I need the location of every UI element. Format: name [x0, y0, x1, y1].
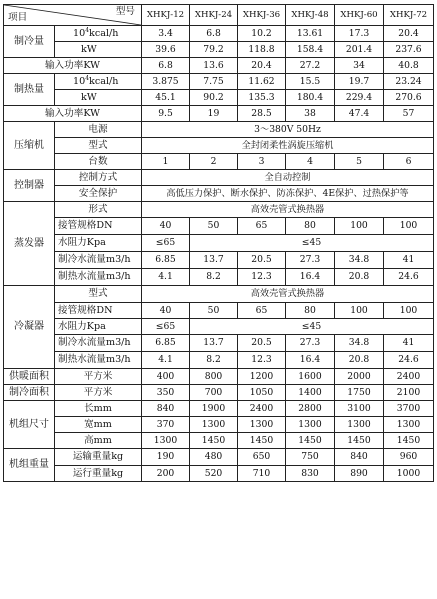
- shipping-weight-value: 650: [238, 449, 286, 466]
- condenser-pipe-row: [4, 303, 434, 319]
- heating-kw-value: 90.2: [190, 90, 238, 106]
- pipe-spec-value: 80: [286, 218, 335, 235]
- evaporator-resist-row: [4, 235, 434, 252]
- cooling-kw-value: 79.2: [190, 42, 238, 58]
- water-resistance-first: ≤65: [142, 319, 190, 335]
- compressor-count-value: 5: [335, 154, 384, 170]
- model-header: XHKJ-60: [335, 5, 384, 26]
- heating-flow-value: 8.2: [190, 352, 238, 369]
- dimension-height-value: 1450: [286, 433, 335, 449]
- cooling-kcal-value: 3.4: [142, 26, 190, 42]
- area-value: 800: [190, 369, 238, 385]
- compressor-count-value: 3: [238, 154, 286, 170]
- compressor-count-label: 台数: [55, 154, 142, 170]
- control-mode-value: 全自动控制: [142, 170, 434, 186]
- compressor-count-row: [4, 154, 434, 170]
- pipe-spec-value: 40: [142, 218, 190, 235]
- form-value: 高效壳管式换热器: [142, 202, 434, 218]
- area-value: 2400: [384, 369, 434, 385]
- dimension-width-value: 1300: [238, 417, 286, 433]
- unit-kcal-per-hour: [55, 26, 142, 42]
- cooling-flow-value: 13.7: [190, 335, 238, 352]
- power-value: 3～380V 50Hz: [142, 122, 434, 138]
- dimension-length-value: 3700: [384, 401, 434, 417]
- condenser-cool-flow-row: [4, 335, 434, 352]
- dimension-height-value: 1300: [142, 433, 190, 449]
- pipe-spec-value: 50: [190, 218, 238, 235]
- water-resistance-label: 水阻力Kpa: [55, 235, 142, 252]
- cooling-kw-value: 118.8: [238, 42, 286, 58]
- heating-input-value: 38: [286, 106, 335, 122]
- area-value: 1200: [238, 369, 286, 385]
- dimension-width-value: 1300: [384, 417, 434, 433]
- cooling-input-value: 27.2: [286, 58, 335, 74]
- heating-input-power-label: 输入功率KW: [4, 106, 142, 122]
- dimension-length-value: 1900: [190, 401, 238, 417]
- operating-weight-value: 200: [142, 466, 190, 482]
- model-header: XHKJ-72: [384, 5, 434, 26]
- unit-suffix: kcal/h: [89, 28, 119, 40]
- cooling-flow-value: 41: [384, 252, 434, 269]
- cooling-kcal-value: 6.8: [190, 26, 238, 42]
- heating-input-value: 47.4: [335, 106, 384, 122]
- cooling-area-row: [4, 385, 434, 401]
- model-header: XHKJ-12: [142, 5, 190, 26]
- compressor-count-value: 4: [286, 154, 335, 170]
- weight-label: 机组重量: [4, 449, 55, 482]
- pipe-spec-value: 100: [335, 218, 384, 235]
- area-value: 350: [142, 385, 190, 401]
- heating-flow-value: 24.6: [384, 352, 434, 369]
- heating-flow-value: 4.1: [142, 352, 190, 369]
- unit-exponent: 4: [85, 27, 90, 35]
- heating-flow-value: 20.8: [335, 352, 384, 369]
- dimension-length-label: 长mm: [55, 401, 142, 417]
- heating-flow-value: 16.4: [286, 269, 335, 286]
- pipe-spec-value: 65: [238, 303, 286, 319]
- heating-capacity-label: 制热量: [4, 74, 55, 106]
- heating-kcal-value: 7.75: [190, 74, 238, 90]
- dimensions-label: 机组尺寸: [4, 401, 55, 449]
- dimension-height-value: 1450: [384, 433, 434, 449]
- weight-ship-row: [4, 449, 434, 466]
- compressor-count-value: 6: [384, 154, 434, 170]
- cooling-area-label: 制冷面积: [4, 385, 55, 401]
- pipe-spec-label: 接管规格DN: [55, 303, 142, 319]
- shipping-weight-value: 750: [286, 449, 335, 466]
- operating-weight-value: 520: [190, 466, 238, 482]
- operating-weight-value: 890: [335, 466, 384, 482]
- condenser-form-row: [4, 286, 434, 303]
- cooling-input-power-label: 输入功率KW: [4, 58, 142, 74]
- heating-input-value: 28.5: [238, 106, 286, 122]
- heating-kw-value: 270.6: [384, 90, 434, 106]
- evaporator-label: 蒸发器: [4, 202, 55, 286]
- pipe-spec-value: 100: [335, 303, 384, 319]
- dimension-height-label: 高mm: [55, 433, 142, 449]
- item-label: 项目: [8, 12, 28, 24]
- pipe-spec-value: 40: [142, 303, 190, 319]
- unit-kw: kW: [55, 42, 142, 58]
- model-header: XHKJ-36: [238, 5, 286, 26]
- dimension-length-value: 2400: [238, 401, 286, 417]
- operating-weight-value: 710: [238, 466, 286, 482]
- cooling-input-value: 13.6: [190, 58, 238, 74]
- heating-input-value: 19: [190, 106, 238, 122]
- model-header: XHKJ-48: [286, 5, 335, 26]
- controller-mode-row: [4, 170, 434, 186]
- heating-flow-label: 制热水流量m3/h: [55, 269, 142, 286]
- cooling-input-row: [4, 58, 434, 74]
- dimension-width-value: 1300: [286, 417, 335, 433]
- cooling-kcal-value: 20.4: [384, 26, 434, 42]
- compressor-label: 压缩机: [4, 122, 55, 170]
- controller-label: 控制器: [4, 170, 55, 202]
- heating-flow-value: 12.3: [238, 269, 286, 286]
- cooling-flow-value: 6.85: [142, 335, 190, 352]
- pipe-spec-value: 100: [384, 218, 434, 235]
- condenser-resist-row: [4, 319, 434, 335]
- heating-input-value: 9.5: [142, 106, 190, 122]
- unit-prefix: 10: [73, 28, 86, 40]
- area-value: 1750: [335, 385, 384, 401]
- condenser-label: 冷凝器: [4, 286, 55, 369]
- unit-suffix: kcal/h: [89, 76, 119, 88]
- dimension-length-row: [4, 401, 434, 417]
- unit-exponent: 4: [85, 75, 90, 83]
- heating-flow-value: 16.4: [286, 352, 335, 369]
- dimension-width-value: 1300: [190, 417, 238, 433]
- condenser-heat-flow-row: [4, 352, 434, 369]
- model-header: XHKJ-24: [190, 5, 238, 26]
- compressor-type-value: 全封闭柔性涡旋压缩机: [142, 138, 434, 154]
- heating-kcal-row: [4, 74, 434, 90]
- heating-kcal-value: 3.875: [142, 74, 190, 90]
- heating-kw-value: 229.4: [335, 90, 384, 106]
- cooling-kw-value: 39.6: [142, 42, 190, 58]
- cooling-input-value: 6.8: [142, 58, 190, 74]
- shipping-weight-label: 运输重量kg: [55, 449, 142, 466]
- area-value: 1050: [238, 385, 286, 401]
- form-label: 形式: [55, 202, 142, 218]
- heating-kw-row: [4, 90, 434, 106]
- cooling-kcal-value: 17.3: [335, 26, 384, 42]
- operating-weight-value: 830: [286, 466, 335, 482]
- heating-flow-value: 8.2: [190, 269, 238, 286]
- area-value: 2100: [384, 385, 434, 401]
- evaporator-form-row: [4, 202, 434, 218]
- form-label: 型式: [55, 286, 142, 303]
- water-resistance-rest: ≤45: [190, 319, 434, 335]
- area-value: 400: [142, 369, 190, 385]
- dimension-length-value: 2800: [286, 401, 335, 417]
- operating-weight-value: 1000: [384, 466, 434, 482]
- controller-protect-row: [4, 186, 434, 202]
- heating-kw-value: 45.1: [142, 90, 190, 106]
- heating-flow-value: 20.8: [335, 269, 384, 286]
- dimension-height-value: 1450: [335, 433, 384, 449]
- water-resistance-first: ≤65: [142, 235, 190, 252]
- pipe-spec-value: 50: [190, 303, 238, 319]
- dimension-width-value: 370: [142, 417, 190, 433]
- cooling-flow-value: 20.5: [238, 335, 286, 352]
- heating-kw-value: 135.3: [238, 90, 286, 106]
- operating-weight-label: 运行重量kg: [55, 466, 142, 482]
- unit-kw: kW: [55, 90, 142, 106]
- unit-prefix: 10: [73, 76, 86, 88]
- header-row: [4, 5, 434, 26]
- spec-table: [3, 4, 434, 482]
- dimension-width-row: [4, 417, 434, 433]
- evaporator-cool-flow-row: [4, 252, 434, 269]
- cooling-flow-value: 13.7: [190, 252, 238, 269]
- compressor-type-row: [4, 138, 434, 154]
- compressor-count-value: 1: [142, 154, 190, 170]
- heating-kcal-value: 11.62: [238, 74, 286, 90]
- cooling-input-value: 40.8: [384, 58, 434, 74]
- safety-protection-value: 高低压力保护、断水保护、防冻保护、4E保护、过热保护等: [142, 186, 434, 202]
- heating-flow-value: 4.1: [142, 269, 190, 286]
- control-mode-label: 控制方式: [55, 170, 142, 186]
- shipping-weight-value: 840: [335, 449, 384, 466]
- form-value: 高效壳管式换热器: [142, 286, 434, 303]
- header-diagonal-cell: [4, 5, 142, 26]
- cooling-input-value: 34: [335, 58, 384, 74]
- heating-area-label: 供暖面积: [4, 369, 55, 385]
- cooling-input-value: 20.4: [238, 58, 286, 74]
- dimension-height-value: 1450: [238, 433, 286, 449]
- area-value: 1400: [286, 385, 335, 401]
- cooling-flow-value: 20.5: [238, 252, 286, 269]
- dimension-height-value: 1450: [190, 433, 238, 449]
- cooling-kw-value: 201.4: [335, 42, 384, 58]
- shipping-weight-value: 190: [142, 449, 190, 466]
- cooling-flow-label: 制冷水流量m3/h: [55, 335, 142, 352]
- compressor-type-label: 型式: [55, 138, 142, 154]
- evaporator-heat-flow-row: [4, 269, 434, 286]
- safety-protection-label: 安全保护: [55, 186, 142, 202]
- dimension-width-value: 1300: [335, 417, 384, 433]
- area-value: 2000: [335, 369, 384, 385]
- cooling-kw-row: [4, 42, 434, 58]
- water-resistance-rest: ≤45: [190, 235, 434, 252]
- heating-flow-value: 12.3: [238, 352, 286, 369]
- cooling-kcal-value: 10.2: [238, 26, 286, 42]
- shipping-weight-value: 480: [190, 449, 238, 466]
- pipe-spec-value: 100: [384, 303, 434, 319]
- cooling-flow-value: 41: [384, 335, 434, 352]
- cooling-flow-value: 27.3: [286, 335, 335, 352]
- dimension-width-label: 宽mm: [55, 417, 142, 433]
- unit-kcal-per-hour: [55, 74, 142, 90]
- power-label: 电源: [55, 122, 142, 138]
- pipe-spec-label: 接管规格DN: [55, 218, 142, 235]
- dimension-length-value: 3100: [335, 401, 384, 417]
- dimension-height-row: [4, 433, 434, 449]
- pipe-spec-value: 65: [238, 218, 286, 235]
- heating-kcal-value: 19.7: [335, 74, 384, 90]
- cooling-flow-value: 34.8: [335, 335, 384, 352]
- cooling-flow-value: 6.85: [142, 252, 190, 269]
- evaporator-pipe-row: [4, 218, 434, 235]
- area-value: 700: [190, 385, 238, 401]
- cooling-kw-value: 237.6: [384, 42, 434, 58]
- model-label: 型号: [115, 6, 135, 17]
- heating-kcal-value: 15.5: [286, 74, 335, 90]
- cooling-kcal-value: 13.61: [286, 26, 335, 42]
- area-unit: 平方米: [55, 369, 142, 385]
- cooling-capacity-label: 制冷量: [4, 26, 55, 58]
- cooling-flow-value: 34.8: [335, 252, 384, 269]
- cooling-kcal-row: [4, 26, 434, 42]
- compressor-power-row: [4, 122, 434, 138]
- cooling-flow-value: 27.3: [286, 252, 335, 269]
- heating-flow-value: 24.6: [384, 269, 434, 286]
- cooling-flow-label: 制冷水流量m3/h: [55, 252, 142, 269]
- heating-kcal-value: 23.24: [384, 74, 434, 90]
- area-value: 1600: [286, 369, 335, 385]
- compressor-count-value: 2: [190, 154, 238, 170]
- dimension-length-value: 840: [142, 401, 190, 417]
- heating-kw-value: 180.4: [286, 90, 335, 106]
- weight-run-row: [4, 466, 434, 482]
- water-resistance-label: 水阻力Kpa: [55, 319, 142, 335]
- heating-flow-label: 制热水流量m3/h: [55, 352, 142, 369]
- heating-input-row: [4, 106, 434, 122]
- cooling-kw-value: 158.4: [286, 42, 335, 58]
- shipping-weight-value: 960: [384, 449, 434, 466]
- heating-area-row: [4, 369, 434, 385]
- heating-input-value: 57: [384, 106, 434, 122]
- area-unit: 平方米: [55, 385, 142, 401]
- pipe-spec-value: 80: [286, 303, 335, 319]
